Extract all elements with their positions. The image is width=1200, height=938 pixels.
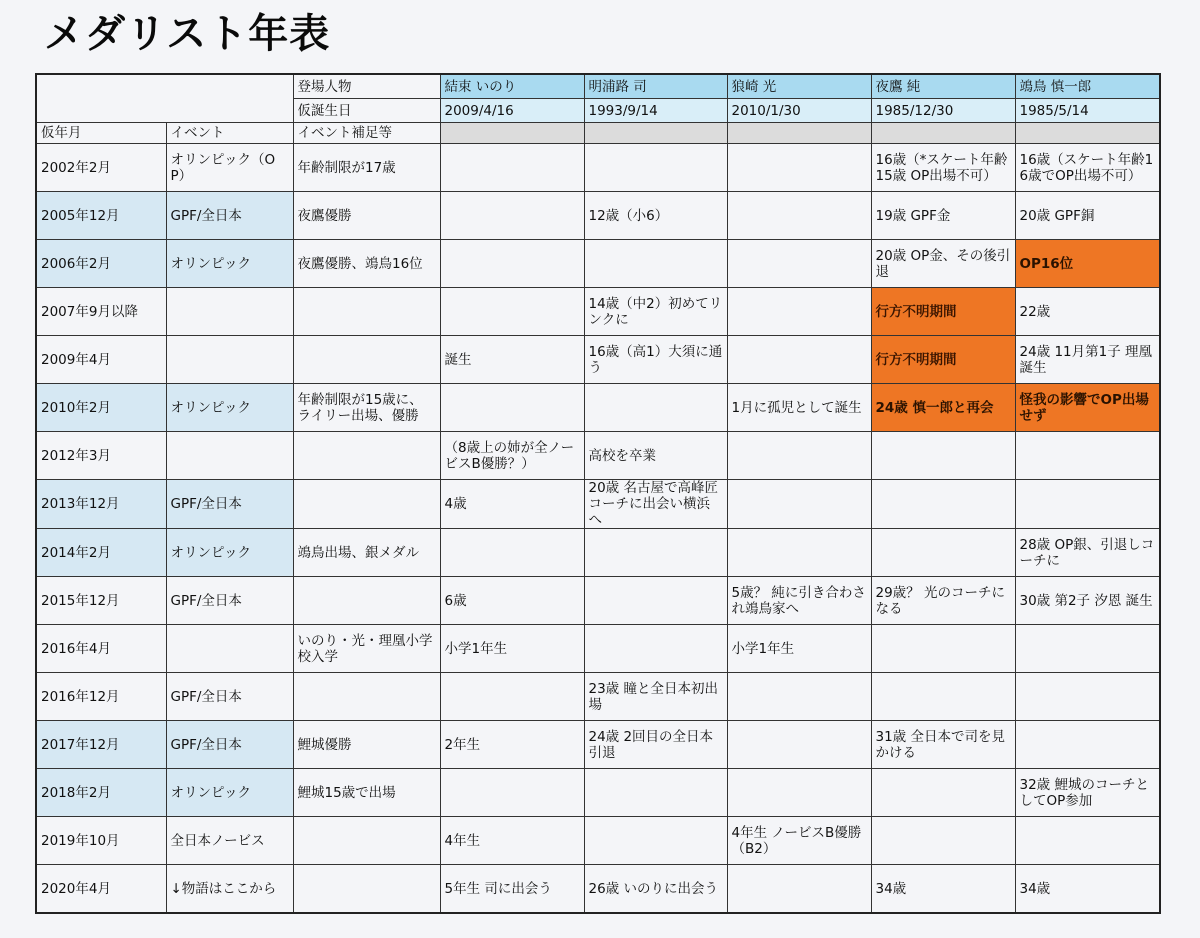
character-cell: [727, 432, 871, 480]
row-event: [166, 432, 293, 480]
table-row: [36, 288, 1160, 336]
character-cell: [727, 240, 871, 288]
character-cell: [584, 240, 727, 288]
character-cell: [584, 144, 727, 192]
row-month: 2005年12月: [36, 192, 166, 240]
row-event: [166, 288, 293, 336]
character-birthday: 1993/9/14: [584, 99, 727, 123]
row-event: 全日本ノービス: [166, 817, 293, 865]
character-cell: 14歳（中2）初めてリンクに: [584, 288, 727, 336]
character-birthday: 2009/4/16: [440, 99, 584, 123]
character-cell: [1015, 625, 1160, 673]
row-note: [293, 865, 440, 914]
row-note: 年齢制限が17歳: [293, 144, 440, 192]
row-note: [293, 336, 440, 384]
character-cell: 1月に孤児として誕生: [727, 384, 871, 432]
character-cell: 26歳 いのりに出会う: [584, 865, 727, 914]
character-cell: [727, 192, 871, 240]
blank-cell: [1015, 123, 1160, 144]
character-cell: 34歳: [1015, 865, 1160, 914]
row-event: オリンピック（OP）: [166, 144, 293, 192]
character-cell: 16歳（スケート年齢16歳でOP出場不可）: [1015, 144, 1160, 192]
character-cell: OP16位: [1015, 240, 1160, 288]
character-cell: [727, 336, 871, 384]
character-cell: [1015, 817, 1160, 865]
character-cell: [584, 817, 727, 865]
timeline-table: [35, 73, 1161, 914]
row-event: [166, 336, 293, 384]
table-row: [36, 144, 1160, 192]
row-note: [293, 577, 440, 625]
character-cell: [440, 673, 584, 721]
page-title: メダリスト年表: [44, 11, 331, 57]
row-month: 2012年3月: [36, 432, 166, 480]
table-row: [36, 480, 1160, 529]
character-cell: [440, 769, 584, 817]
row-event: ↓物語はここから: [166, 865, 293, 914]
character-cell: [440, 240, 584, 288]
character-cell: [871, 480, 1015, 529]
character-cell: [1015, 432, 1160, 480]
table-row: [36, 432, 1160, 480]
character-cell: 5年生 司に出会う: [440, 865, 584, 914]
character-cell: [727, 673, 871, 721]
row-note: いのり・光・理凰小学校入学: [293, 625, 440, 673]
table-row: [36, 769, 1160, 817]
character-name: 明浦路 司: [584, 74, 727, 99]
table-row: [36, 673, 1160, 721]
row-month: 2017年12月: [36, 721, 166, 769]
character-cell: 29歳？ 光のコーチになる: [871, 577, 1015, 625]
corner-cell: [36, 74, 293, 123]
row-month: 2014年2月: [36, 529, 166, 577]
row-month: 2013年12月: [36, 480, 166, 529]
character-cell: 小学1年生: [440, 625, 584, 673]
character-cell: [584, 529, 727, 577]
character-cell: [871, 817, 1015, 865]
character-cell: 行方不明期間: [871, 288, 1015, 336]
row-event: GPF/全日本: [166, 673, 293, 721]
character-birthday: 2010/1/30: [727, 99, 871, 123]
table-row: [36, 721, 1160, 769]
character-cell: 24歳 2回目の全日本引退: [584, 721, 727, 769]
character-cell: 4歳: [440, 480, 584, 529]
character-cell: 怪我の影響でOP出場せず: [1015, 384, 1160, 432]
character-cell: 20歳 名古屋で高峰匠コーチに出会い横浜へ: [584, 480, 727, 529]
row-note: [293, 480, 440, 529]
row-event: [166, 625, 293, 673]
characters-label: 登場人物: [293, 74, 440, 99]
character-cell: [871, 625, 1015, 673]
row-event: オリンピック: [166, 240, 293, 288]
row-note: 夜鷹優勝、鴗鳥16位: [293, 240, 440, 288]
row-note: [293, 432, 440, 480]
row-month: 2007年9月以降: [36, 288, 166, 336]
blank-cell: [584, 123, 727, 144]
character-cell: 31歳 全日本で司を見かける: [871, 721, 1015, 769]
table-row: [36, 192, 1160, 240]
character-cell: 高校を卒業: [584, 432, 727, 480]
blank-cell: [871, 123, 1015, 144]
character-cell: 小学1年生: [727, 625, 871, 673]
character-cell: [871, 673, 1015, 721]
row-note: [293, 817, 440, 865]
character-cell: 16歳（高1）大須に通う: [584, 336, 727, 384]
character-cell: [727, 721, 871, 769]
character-cell: 24歳 慎一郎と再会: [871, 384, 1015, 432]
birthday-label: 仮誕生日: [293, 99, 440, 123]
character-cell: [871, 769, 1015, 817]
character-cell: [1015, 480, 1160, 529]
character-name: 結束 いのり: [440, 74, 584, 99]
character-cell: 20歳 OP金、その後引退: [871, 240, 1015, 288]
character-birthday: 1985/12/30: [871, 99, 1015, 123]
character-cell: 誕生: [440, 336, 584, 384]
character-cell: [1015, 721, 1160, 769]
character-cell: [584, 384, 727, 432]
character-cell: 2年生: [440, 721, 584, 769]
character-name: 鴗鳥 慎一郎: [1015, 74, 1160, 99]
character-cell: [871, 432, 1015, 480]
table-row: [36, 577, 1160, 625]
column-header-event: イベント: [166, 123, 293, 144]
row-month: 2020年4月: [36, 865, 166, 914]
character-cell: [584, 577, 727, 625]
table-row: [36, 529, 1160, 577]
character-cell: [440, 192, 584, 240]
row-note: 鯉城優勝: [293, 721, 440, 769]
character-cell: 12歳（小6）: [584, 192, 727, 240]
character-cell: [727, 865, 871, 914]
character-cell: 4年生 ノービスB優勝（B2）: [727, 817, 871, 865]
column-header-note: イベント補足等: [293, 123, 440, 144]
character-name: 夜鷹 純: [871, 74, 1015, 99]
row-note: 年齢制限が15歳に、ライリー出場、優勝: [293, 384, 440, 432]
character-cell: 19歳 GPF金: [871, 192, 1015, 240]
row-month: 2018年2月: [36, 769, 166, 817]
table-row: [36, 336, 1160, 384]
character-cell: （8歳上の姉が全ノービスB優勝？）: [440, 432, 584, 480]
row-event: GPF/全日本: [166, 480, 293, 529]
character-cell: 16歳（*スケート年齢15歳 OP出場不可）: [871, 144, 1015, 192]
row-month: 2010年2月: [36, 384, 166, 432]
table-row: [36, 865, 1160, 914]
character-cell: [727, 529, 871, 577]
blank-cell: [440, 123, 584, 144]
character-cell: [727, 480, 871, 529]
character-cell: 30歳 第2子 汐恩 誕生: [1015, 577, 1160, 625]
character-cell: [584, 625, 727, 673]
row-event: オリンピック: [166, 529, 293, 577]
row-month: 2009年4月: [36, 336, 166, 384]
row-note: [293, 673, 440, 721]
character-cell: [727, 288, 871, 336]
blank-cell: [727, 123, 871, 144]
table-row: [36, 240, 1160, 288]
character-cell: [584, 769, 727, 817]
row-month: 2016年4月: [36, 625, 166, 673]
character-cell: [1015, 673, 1160, 721]
row-month: 2006年2月: [36, 240, 166, 288]
character-cell: 6歳: [440, 577, 584, 625]
character-cell: 5歳？ 純に引き合わされ鴗鳥家へ: [727, 577, 871, 625]
character-cell: 28歳 OP銀、引退しコーチに: [1015, 529, 1160, 577]
character-name: 狼崎 光: [727, 74, 871, 99]
row-month: 2015年12月: [36, 577, 166, 625]
table-row: [36, 384, 1160, 432]
character-cell: 34歳: [871, 865, 1015, 914]
character-cell: [440, 529, 584, 577]
character-cell: [440, 144, 584, 192]
table-row: [36, 817, 1160, 865]
character-cell: [727, 144, 871, 192]
row-event: オリンピック: [166, 384, 293, 432]
row-note: 夜鷹優勝: [293, 192, 440, 240]
row-event: GPF/全日本: [166, 192, 293, 240]
character-cell: [727, 769, 871, 817]
row-month: 2016年12月: [36, 673, 166, 721]
row-event: GPF/全日本: [166, 577, 293, 625]
row-note: 鴗鳥出場、銀メダル: [293, 529, 440, 577]
character-cell: 行方不明期間: [871, 336, 1015, 384]
character-cell: [871, 529, 1015, 577]
row-note: 鯉城15歳で出場: [293, 769, 440, 817]
character-cell: 32歳 鯉城のコーチとしてOP参加: [1015, 769, 1160, 817]
table-row: [36, 625, 1160, 673]
row-month: 2019年10月: [36, 817, 166, 865]
row-note: [293, 288, 440, 336]
row-month: 2002年2月: [36, 144, 166, 192]
column-header-month: 仮年月: [36, 123, 166, 144]
character-cell: 20歳 GPF銅: [1015, 192, 1160, 240]
character-cell: [440, 384, 584, 432]
character-cell: 24歳 11月第1子 理凰誕生: [1015, 336, 1160, 384]
character-cell: 23歳 瞳と全日本初出場: [584, 673, 727, 721]
row-event: オリンピック: [166, 769, 293, 817]
row-event: GPF/全日本: [166, 721, 293, 769]
character-cell: [440, 288, 584, 336]
character-cell: 4年生: [440, 817, 584, 865]
character-cell: 22歳: [1015, 288, 1160, 336]
character-birthday: 1985/5/14: [1015, 99, 1160, 123]
